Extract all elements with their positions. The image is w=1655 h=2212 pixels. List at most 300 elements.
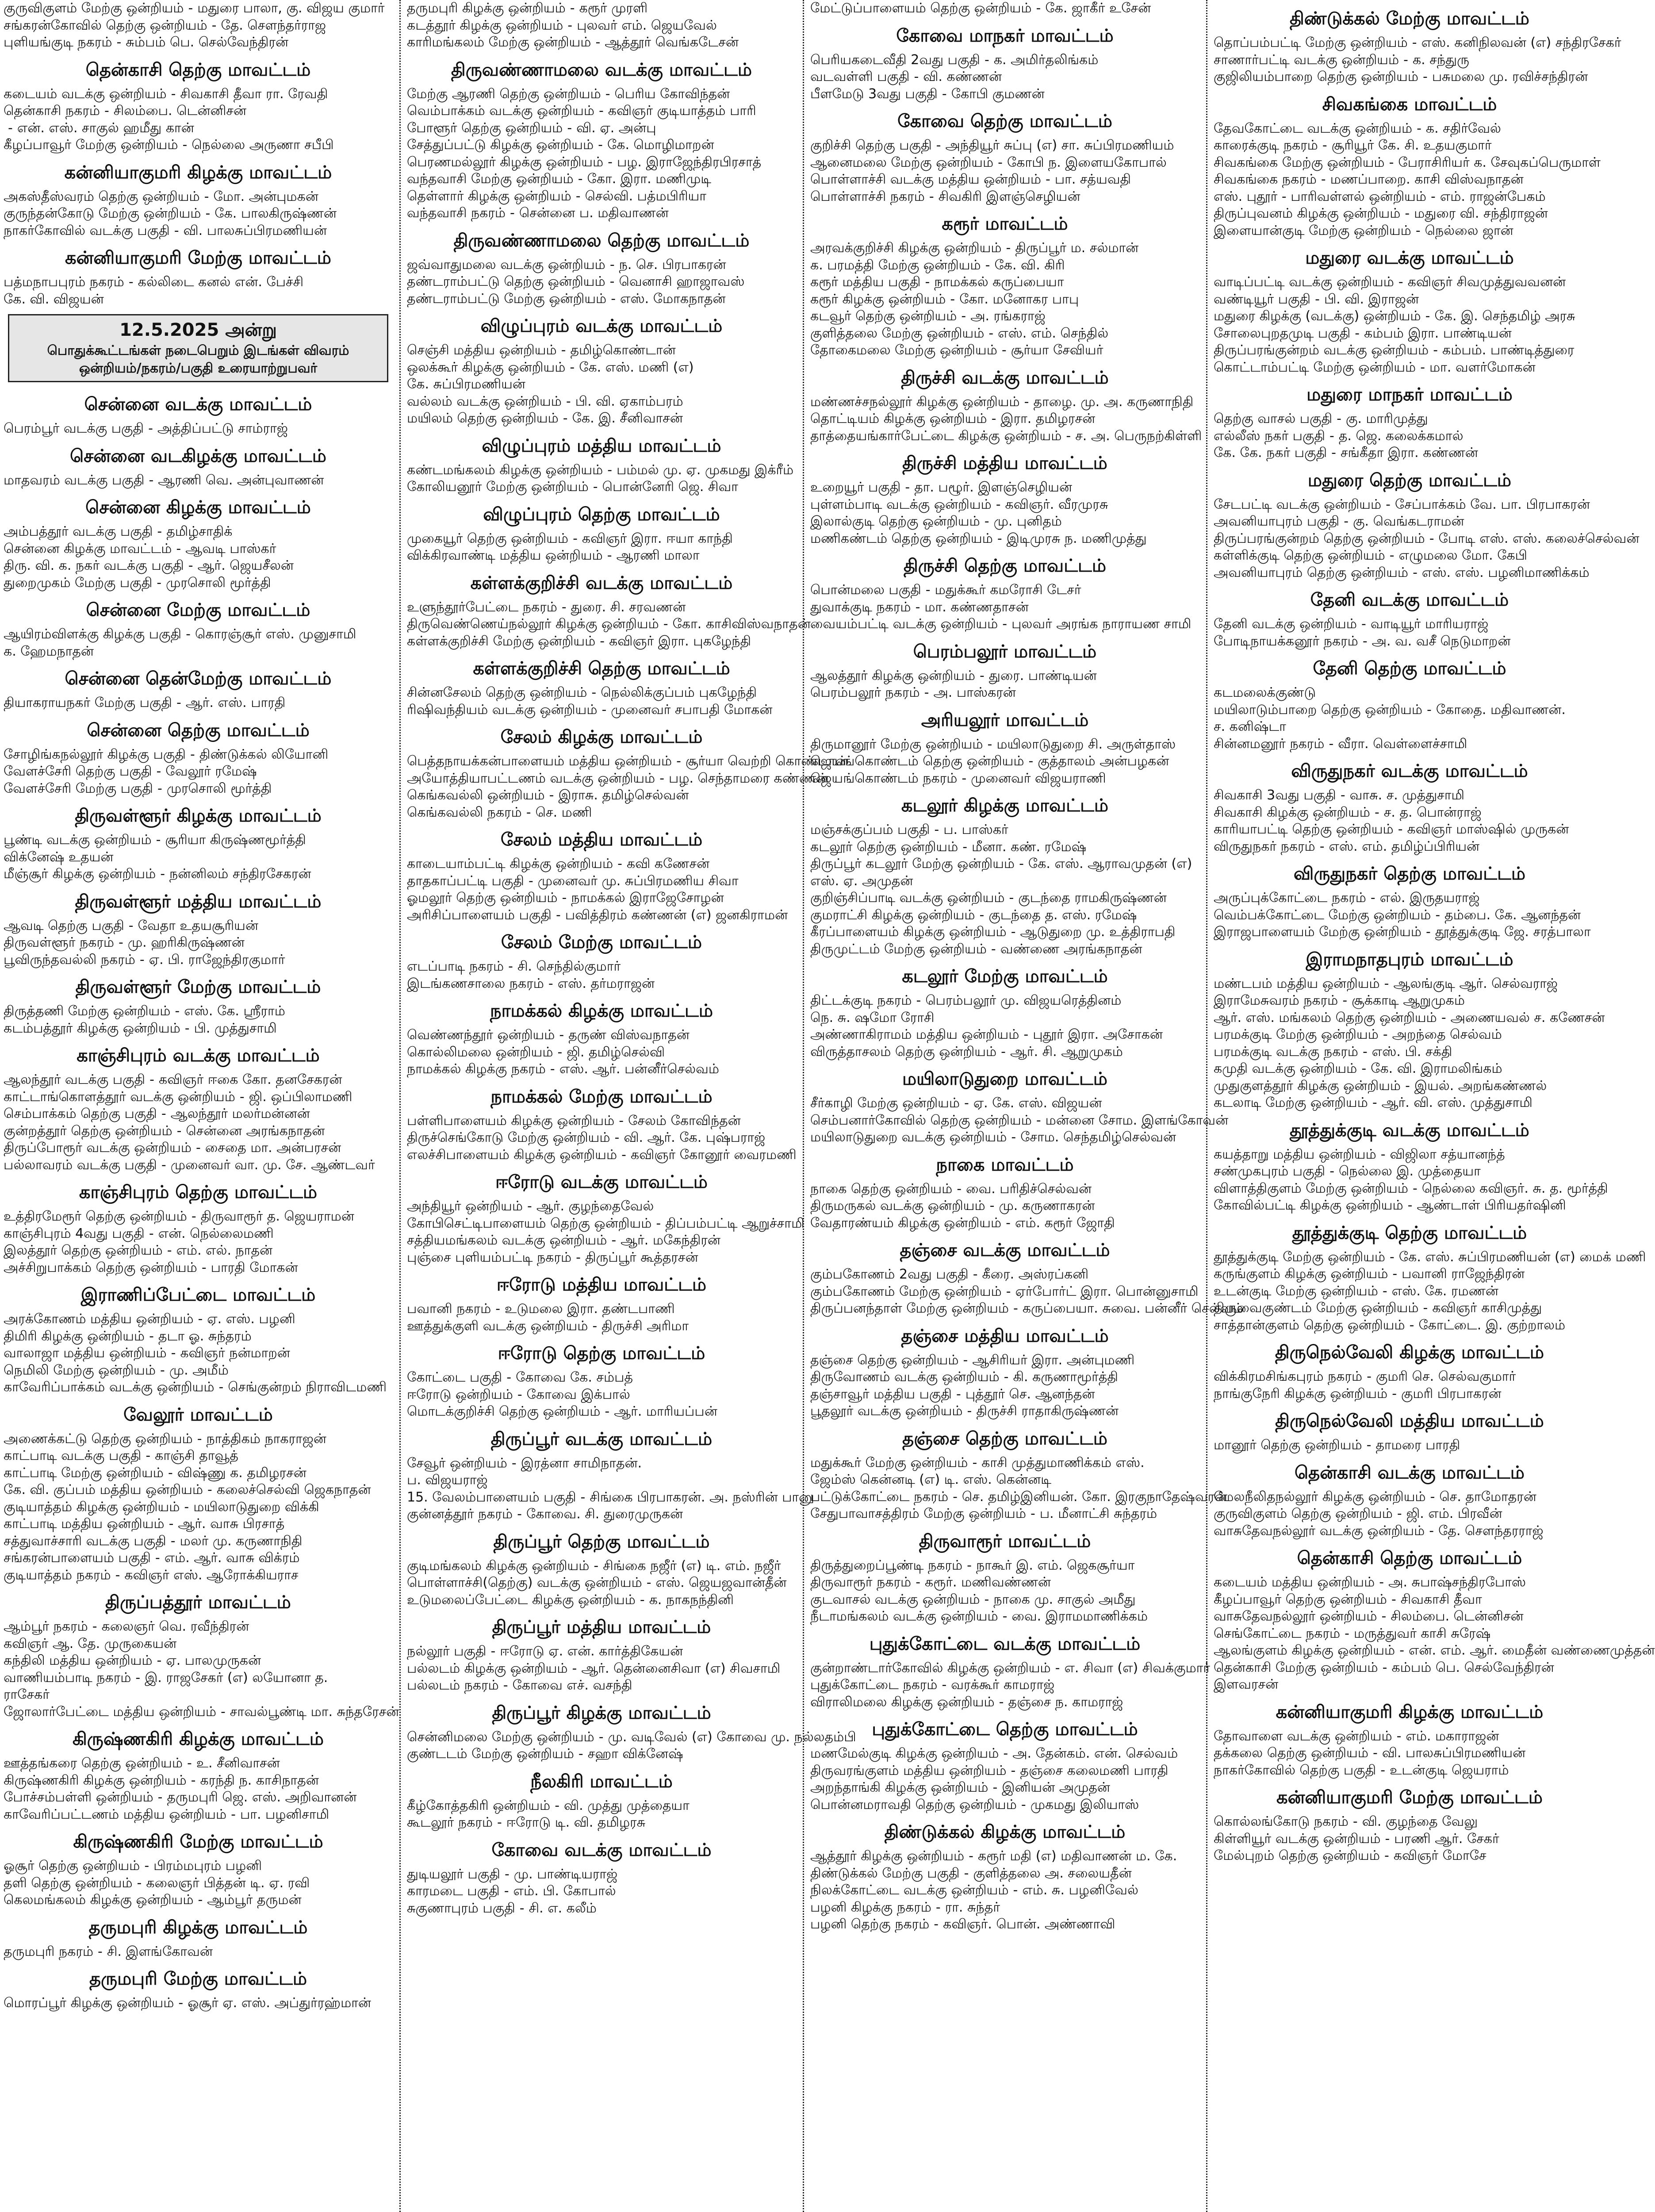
district-heading: அரியலூர் மாவட்டம் <box>921 710 1089 730</box>
list-item <box>4 557 393 575</box>
unit-name: விக்கிரமசிங்கபுரம் நகரம் <box>1214 1369 1363 1384</box>
list-item <box>810 1403 1199 1420</box>
speaker-name: சி. செந்தில்குமார் <box>517 959 621 974</box>
unit-name: ஜேம்ஸ் கென்னடி (எ) டி. எஸ். கென்னடி <box>810 1472 1051 1487</box>
separator-dash: - <box>985 52 989 68</box>
unit-name: கடமலைக்குண்டு <box>1214 685 1316 700</box>
unit-name: திருவோணம் வடக்கு ஒன்றியம் <box>810 1369 1000 1385</box>
unit-name: குன்றாண்டார்கோவில் கிழக்கு ஒன்றியம் <box>810 1660 1051 1676</box>
separator-dash: - <box>169 1516 174 1532</box>
unit-name: ஒலக்கூர் கிழக்கு ஒன்றியம் <box>407 359 566 375</box>
separator-dash: - <box>98 1943 103 1959</box>
list-item <box>407 1677 796 1694</box>
unit-name: கடம்பத்தூர் கிழக்கு ஒன்றியம் <box>4 1020 180 1036</box>
speaker-name: பெரம்பலூர் மு. விஜயரெத்தினம் <box>925 993 1122 1008</box>
unit-name: காரியாபட்டி தெற்கு ஒன்றியம் <box>1214 822 1394 837</box>
separator-dash: - <box>104 103 109 119</box>
list-item <box>810 274 1199 291</box>
column-4 <box>1214 0 1655 2212</box>
list-item <box>4 420 393 438</box>
separator-dash: - <box>1362 1044 1368 1060</box>
unit-name: குன்றத்தூர் தெற்கு ஒன்றியம் <box>4 1123 172 1139</box>
list-item <box>810 530 1199 548</box>
list-item <box>810 668 1199 685</box>
list-item <box>1214 496 1605 514</box>
separator-dash: - <box>621 1147 626 1163</box>
unit-name: சோலைபுறதமுடி பகுதி <box>1214 325 1351 341</box>
separator-dash: - <box>149 1225 154 1241</box>
list-item <box>407 1215 805 1233</box>
unit-name: இராஜபாளையம் மேற்கு ஒன்றியம் <box>1214 924 1422 940</box>
speaker-name: கரூர் மதி (எ) மதிவாணன் ம. கே. <box>977 1848 1177 1864</box>
unit-name: வாடிப்பட்டி வடக்கு ஒன்றியம் <box>1214 274 1394 290</box>
unit-name: மணிகண்டம் தெற்கு ஒன்றியம் <box>810 530 993 546</box>
unit-name: காவேரிப்பாக்கம் வடக்கு ஒன்றியம் <box>4 1379 215 1395</box>
separator-dash: - <box>1384 1848 1389 1863</box>
column-divider <box>803 0 804 2212</box>
unit-name: ஆலத்தூர் கிழக்கு ஒன்றியம் <box>810 668 976 684</box>
list-item <box>407 462 796 479</box>
speaker-name: ஆசிரியர் இரா. அன்புமணி <box>972 1352 1135 1368</box>
separator-dash: - <box>580 1489 586 1505</box>
speaker-name: எஸ். எம். செந்தில் <box>998 325 1109 341</box>
unit-name: வெம்பக்கோட்டை மேற்கு ஒன்றியம் <box>1214 907 1431 923</box>
speaker-name: செ. தமிழ்இனியன். கோ. இரகுநாதேஷ்வரன் <box>962 1489 1228 1505</box>
unit-name: ஆயிரம்விளக்கு கிழக்கு பகுதி <box>4 626 182 642</box>
list-item <box>407 1575 796 1592</box>
list-item <box>1214 1386 1605 1403</box>
district-heading: சென்னை மேற்கு மாவட்டம் <box>86 600 310 620</box>
list-item <box>1214 1523 1605 1540</box>
unit-name: ஓமலூர் தெற்கு ஒன்றியம் <box>407 890 558 906</box>
speaker-name: அணையவல் ச. கணேசன் <box>1450 1010 1605 1025</box>
list-item <box>810 1455 1199 1472</box>
speaker-name: ஏ. பி. ராஜேந்திரகுமார் <box>149 952 285 968</box>
unit-name: உடன்குடி மேற்கு ஒன்றியம் <box>1214 1283 1378 1299</box>
list-item <box>4 1652 393 1670</box>
unit-name: பெரியகடைவீதி 2வது பகுதி <box>810 52 981 68</box>
speaker-name: தே. செளந்தர்ராஜ <box>221 17 326 33</box>
list-item <box>407 1814 796 1832</box>
district-heading: தூத்துக்குடி வடக்கு மாவட்டம் <box>1290 1120 1529 1141</box>
speaker-name: கவிஞர் காசிமுத்து <box>1432 1300 1542 1316</box>
unit-name: சாத்தான்குளம் தெற்கு ஒன்றியம் <box>1214 1317 1405 1333</box>
speaker-name: கவிஞர். வீரமுரசு <box>1005 496 1108 512</box>
speaker-name: சிவகாசி தீவா ரா. ரேவதி <box>180 86 328 102</box>
district-heading: கோவை மாநகர் மாவட்டம் <box>896 25 1114 46</box>
speaker-name: தாமரை பாரதி <box>1375 1437 1460 1453</box>
separator-dash: - <box>218 1379 224 1395</box>
separator-dash: - <box>8 120 13 136</box>
list-item <box>1214 308 1605 325</box>
unit-name: குருவிகுளம் மேற்கு ஒன்றியம் <box>4 0 184 16</box>
separator-dash: - <box>1433 342 1438 358</box>
unit-name: தூத்துக்குடி மேற்கு ஒன்றியம் <box>1214 1249 1386 1265</box>
unit-name: பழனி தெற்கு நகரம் <box>810 1916 930 1932</box>
list-item <box>4 1533 393 1550</box>
speaker-name: ப. பாஸ்கர் <box>943 822 1008 837</box>
separator-dash: - <box>184 1020 190 1036</box>
speaker-name: கவிஞர் மாஸ்ஷில் முருகன் <box>1407 822 1569 837</box>
district-heading: தஞ்சை வடக்கு மாவட்டம் <box>900 1240 1110 1260</box>
unit-name: பத்மநாபபுரம் நகரம் <box>4 274 124 290</box>
district-heading: கிருஷ்ணகிரி கிழக்கு மாவட்டம் <box>72 1729 324 1749</box>
separator-dash: - <box>1066 428 1071 444</box>
list-item <box>810 873 1199 890</box>
list-item <box>407 86 796 103</box>
separator-dash: - <box>953 1489 958 1505</box>
speaker-name: இனியன் அமுதன் <box>1002 1780 1110 1795</box>
list-item <box>4 1020 393 1037</box>
separator-dash: - <box>576 1249 581 1265</box>
speaker-name: ஆர். சி. ஆறுமுகம் <box>1010 1044 1123 1060</box>
speaker-name: திருவாரூர் த. ஜெயராமன் <box>200 1209 354 1224</box>
list-item <box>1214 1249 1646 1266</box>
separator-dash: - <box>156 764 161 779</box>
speaker-name: பிரம்மபுரம் பழனி <box>153 1858 262 1874</box>
speaker-name: மதுக்கூர் கமரோசி டேசர் <box>935 582 1081 598</box>
unit-name: ப. விஜயராஜ் <box>407 1472 488 1488</box>
speaker-name: கு. மாரிமுத்து <box>1345 411 1428 426</box>
speaker-name: சங்கீதா இரா. கண்ணன் <box>1341 445 1478 461</box>
unit-name: இளையான்குடி மேற்கு ஒன்றியம் <box>1214 223 1411 238</box>
district-heading: தென்காசி தெற்கு மாவட்டம் <box>1297 1548 1522 1568</box>
list-item <box>407 1369 796 1386</box>
list-item <box>1214 1659 1605 1677</box>
list-item <box>4 763 393 780</box>
unit-name: ச. கனிஷ்டா <box>1214 719 1286 734</box>
district-heading: விழுப்புரம் தெற்கு மாவட்டம் <box>483 504 720 525</box>
district-heading: ஈரோடு மத்திய மாவட்டம் <box>496 1275 707 1295</box>
list-item <box>1214 1300 1605 1317</box>
speaker-name: எம். எல். நாதன் <box>176 1243 273 1258</box>
speaker-name: மலர் மு. கருணாநிதி <box>180 1533 303 1549</box>
unit-name: போச்சம்பள்ளி ஒன்றியம் <box>4 1790 153 1805</box>
list-item <box>810 770 1199 787</box>
unit-name: திருத்தணி மேற்கு ஒன்றியம் <box>4 1003 171 1019</box>
unit-name: அரிசிப்பாளையம் பகுதி <box>407 907 552 923</box>
separator-dash: - <box>495 1301 501 1317</box>
speaker-name: ஓசூர் ஏ. எஸ். அப்துர்ரஹ்மான் <box>188 1995 371 2011</box>
speaker-name: கோ. மனோகர பாபு <box>959 291 1079 307</box>
separator-dash: - <box>1011 1763 1016 1778</box>
district-heading: வேலூர் மாவட்டம் <box>123 1404 273 1425</box>
speaker-name: ப. மீனாட்சி சுந்தரம் <box>1039 1506 1157 1521</box>
list-item <box>4 1995 393 2012</box>
unit-name: குடிமங்கலம் கிழக்கு ஒன்றியம் <box>407 1558 590 1574</box>
unit-name: சின்னசேலம் தெற்கு ஒன்றியம் <box>407 685 587 700</box>
speaker-name: வேலூர் ரமேஷ் <box>165 764 257 779</box>
unit-name: கொல்லங்கோடு நகரம் <box>1214 1814 1349 1829</box>
list-item <box>810 257 1199 274</box>
speaker-name: ஏ. கே. எஸ். விஜயன் <box>973 1095 1102 1111</box>
list-item <box>810 394 1199 411</box>
district-heading: சேலம் மேற்கு மாவட்டம் <box>501 932 702 952</box>
list-item <box>810 856 1199 873</box>
list-item <box>407 856 796 873</box>
list-item <box>407 410 796 427</box>
speaker-name: எஸ். எஸ். பழனிமாணிக்கம் <box>1421 565 1590 580</box>
separator-dash: - <box>1413 565 1417 580</box>
list-item <box>1214 1574 1605 1591</box>
speaker-name: எஸ். ஜெயஜவான்தீன் <box>655 1575 787 1590</box>
separator-dash: - <box>197 1431 202 1447</box>
list-item <box>810 1266 1199 1283</box>
unit-name: கெங்கவல்லி ஒன்றியம் <box>407 787 545 803</box>
district-heading: மதுரை மாநகர் மாவட்டம் <box>1306 384 1513 405</box>
list-item <box>4 849 393 866</box>
speaker-name: குளித்தலை அ. சலையதீன் <box>973 1865 1132 1881</box>
unit-name: சேதுபாவாசத்திரம் மேற்கு ஒன்றியம் <box>810 1506 1026 1521</box>
list-item <box>407 479 796 496</box>
unit-name: திருச்செங்கோடு மேற்கு ஒன்றியம் <box>407 1130 610 1145</box>
speaker-name: வீரா. வெள்ளைச்சாமி <box>1338 736 1467 752</box>
unit-name: அவனியாபுரம் பகுதி <box>1214 514 1340 529</box>
column-1 <box>4 0 399 2212</box>
unit-name: மொடக்குறிச்சி தெற்கு ஒன்றியம் <box>407 1404 601 1419</box>
separator-dash: - <box>1392 1386 1397 1402</box>
speaker-name: இரா. தமிழரசன் <box>1000 411 1096 426</box>
separator-dash: - <box>611 1233 617 1248</box>
speaker-name: உடன்குடி ஜெயராம் <box>1390 1762 1509 1778</box>
separator-dash: - <box>1417 120 1421 136</box>
separator-dash: - <box>961 308 966 324</box>
speaker-name: எம். பி. கோபால் <box>513 1883 616 1899</box>
district-heading: இராமநாதபுரம் மாவட்டம் <box>1306 949 1513 970</box>
list-item <box>407 1232 796 1249</box>
list-item <box>810 1471 1199 1489</box>
speaker-name: செங்குன்றம் நிராவிடமணி <box>228 1379 387 1395</box>
separator-dash: - <box>144 1858 149 1874</box>
unit-name: திருப்பரங்குன்றம் தெற்கு ஒன்றியம் <box>1214 530 1425 546</box>
list-item <box>810 1916 1199 1933</box>
speaker-name: கோபி குமணன் <box>951 86 1045 102</box>
separator-dash: - <box>567 120 572 136</box>
separator-dash: - <box>1024 394 1029 410</box>
unit-name: அகஸ்தீஸ்வரம் தெற்கு ஒன்றியம் <box>4 188 200 204</box>
list-item <box>407 137 796 154</box>
unit-name: வாசுதேவநல்லூர் வடக்கு ஒன்றியம் <box>1214 1523 1425 1539</box>
unit-name: பவானி நகரம் <box>407 1301 491 1317</box>
list-item <box>4 1208 393 1225</box>
district-heading: திருவள்ளூர் மத்திய மாவட்டம் <box>75 891 322 912</box>
list-item <box>810 513 1199 530</box>
list-item <box>1214 120 1605 138</box>
list-item <box>1214 992 1605 1010</box>
list-item <box>407 1489 814 1506</box>
district-heading: திருவள்ளூர் மேற்கு மாவட்டம் <box>75 977 321 997</box>
speaker-name: பவித்திரம் கண்ணன் (எ) ஜனகிராமன் <box>565 907 788 923</box>
list-item <box>407 359 796 376</box>
list-item <box>4 746 393 764</box>
list-item <box>407 1558 796 1575</box>
list-item <box>810 839 1199 856</box>
district-heading: தஞ்சை தெற்கு மாவட்டம் <box>902 1428 1107 1449</box>
speaker-name: எல். இருதயராஜ் <box>1379 890 1480 906</box>
unit-name: திருவள்ளூர் நகரம் <box>4 935 115 950</box>
unit-name: மண்டபம் மத்திய ஒன்றியம் <box>1214 975 1380 991</box>
speaker-name: குமரி பிரபாகரன் <box>1401 1386 1502 1402</box>
list-item <box>4 1071 393 1089</box>
speaker-name: ச. அ. பெருநற்கிள்ளி <box>1075 428 1202 444</box>
separator-dash: - <box>128 918 134 933</box>
district-heading: விருதுநகர் வடக்கு மாவட்டம் <box>1291 761 1528 781</box>
district-heading: தருமபுரி மேற்கு மாவட்டம் <box>89 1969 307 1989</box>
unit-name: குளித்தலை மேற்கு ஒன்றியம் <box>810 325 985 341</box>
speaker-name: வெனாசி ஹாஜாவஸ் <box>619 274 745 289</box>
separator-dash: - <box>1409 1317 1414 1333</box>
list-item <box>810 1882 1199 1899</box>
separator-dash: - <box>566 393 571 409</box>
list-item <box>1214 838 1605 856</box>
unit-name: நாகர்கோவில் வடக்கு பகுதி <box>4 223 170 238</box>
list-item <box>4 1448 393 1465</box>
unit-name: அரவக்குறிச்சி கிழக்கு ஒன்றியம் <box>810 240 1002 256</box>
unit-name: தொப்பம்பட்டி மேற்கு ஒன்றியம் <box>1214 35 1408 50</box>
speaker-name: கு. வெங்கடராமன் <box>1353 514 1464 529</box>
separator-dash: - <box>617 856 622 872</box>
unit-name: கும்பகோணம் 2வது பகுதி <box>810 1267 969 1282</box>
unit-name: திருவெண்ணெய்நல்லூர் கிழக்கு ஒன்றியம் <box>407 616 659 632</box>
unit-name: பூண்டி வடக்கு ஒன்றியம் <box>4 832 152 848</box>
list-item <box>810 1505 1199 1523</box>
unit-name: குருவிகுளம் தெற்கு ஒன்றியம் <box>1214 1506 1393 1521</box>
separator-dash: - <box>1374 804 1379 820</box>
separator-dash: - <box>1002 1609 1008 1624</box>
unit-name: திரு. வி. க. நகர் வடக்கு பகுதி <box>4 558 184 573</box>
unit-name: திருப்பனந்தாள் மேற்கு ஒன்றியம் <box>810 1301 1009 1316</box>
separator-dash: - <box>607 462 613 478</box>
unit-name: உளுந்தூர்பேட்டை நகரம் <box>407 599 557 615</box>
list-item <box>4 695 393 712</box>
unit-name: துறைமுகம் மேற்கு பகுதி <box>4 575 153 591</box>
list-item <box>1214 1094 1605 1112</box>
list-item <box>4 1260 393 1277</box>
unit-name: சிவகாசி 3வது பகுதி <box>1214 787 1336 803</box>
unit-name: கும்பகோணம் மேற்கு ஒன்றியம் <box>810 1283 1002 1299</box>
separator-dash: - <box>1342 993 1348 1008</box>
separator-dash: - <box>157 575 162 591</box>
separator-dash: - <box>167 1243 172 1258</box>
separator-dash: - <box>598 103 604 119</box>
speaker-name: சேலம் கோவிந்தன் <box>628 1113 741 1129</box>
unit-name: மஞ்சக்குப்பம் பகுதி <box>810 822 930 837</box>
speaker-name: மதுரை பாலா, கு. விஜய குமார் <box>197 0 385 16</box>
unit-name: வெம்பாக்கம் வடக்கு ஒன்றியம் <box>407 103 594 119</box>
speaker-name: சி. எ. கலீம் <box>529 1900 597 1916</box>
unit-name: சிவகாசி கிழக்கு ஒன்றியம் <box>1214 804 1370 820</box>
unit-name: கள்ளக்குறிச்சி மேற்கு ஒன்றியம் <box>407 633 596 649</box>
speaker-name: ஆர். தென்னைசிவா (எ) சிவசாமி <box>581 1660 781 1676</box>
speaker-name: குடந்தை ராமகிருஷ்ணன் <box>1018 890 1167 906</box>
speaker-name: மு. கருணாகரன் <box>999 1198 1095 1214</box>
separator-dash: - <box>1362 633 1368 649</box>
list-item <box>1214 736 1605 753</box>
separator-dash: - <box>985 257 990 273</box>
separator-dash: - <box>1031 1506 1035 1521</box>
list-item <box>407 770 829 787</box>
speaker-name: மன்னை சோம. இளங்கோவன் <box>1045 1112 1229 1128</box>
list-item <box>407 1318 796 1335</box>
unit-name: போளூர் தெற்கு ஒன்றியம் <box>407 120 563 136</box>
unit-name: கருங்குளம் கிழக்கு ஒன்றியம் <box>1214 1266 1388 1282</box>
speaker-name: எம். ராஜன்பேகம் <box>1440 188 1546 204</box>
speaker-name: எ. சிவா (எ) சிவக்குமார் <box>1064 1660 1211 1676</box>
speaker-name: முனைவர் விஜயராணி <box>971 770 1106 786</box>
list-item <box>1214 616 1605 633</box>
district-heading: கோவை வடக்கு மாவட்டம் <box>491 1839 712 1860</box>
separator-dash: - <box>1023 1027 1029 1042</box>
unit-name: திருவரங்குளம் மத்திய ஒன்றியம் <box>810 1763 1007 1778</box>
list-item <box>810 52 1199 69</box>
unit-name: காரைக்குடி நகரம் <box>1214 138 1318 153</box>
speaker-name: வாடியூர் மாரியராஜ் <box>1370 616 1489 632</box>
list-item <box>1214 1489 1605 1506</box>
district-heading: திருச்சி மத்திய மாவட்டம் <box>902 453 1107 473</box>
speaker-name: இரத்னா சாமிநாதன். <box>521 1455 642 1471</box>
unit-name: திருப்பரங்குன்றம் வடக்கு ஒன்றியம் <box>1214 342 1429 358</box>
separator-dash: - <box>511 1455 517 1471</box>
list-item <box>407 599 796 616</box>
separator-dash: - <box>969 1848 973 1864</box>
list-item <box>810 411 1199 428</box>
list-item <box>810 736 1199 753</box>
speaker-name: கவிஞர் இரா. புகழேந்தி <box>609 633 751 649</box>
speaker-name: கவிஞர். பொன். அண்ணாவி <box>943 1916 1115 1932</box>
speaker-name: நாத்திகம் நாகராஜன் <box>206 1431 326 1447</box>
list-item <box>407 1198 796 1215</box>
speaker-name: கரூர். மணிவண்ணன் <box>925 1575 1051 1590</box>
list-item <box>407 1592 796 1609</box>
unit-name: முதுகுளத்தூர் கிழக்கு ஒன்றியம் <box>1214 1078 1401 1094</box>
list-item <box>810 1608 1199 1625</box>
list-item <box>407 171 796 188</box>
list-item <box>407 1506 796 1523</box>
separator-dash: - <box>980 668 985 684</box>
speaker-name: திருச்சி அரிமா <box>601 1318 689 1334</box>
speaker-name: அ. பாஸ்கரன் <box>933 685 1016 700</box>
separator-dash: - <box>1013 1301 1018 1316</box>
speaker-name: க. அமிர்தலிங்கம் <box>993 52 1099 68</box>
list-item <box>407 890 796 907</box>
speaker-name: கோ. இரா. மணிமுடி <box>587 171 712 187</box>
separator-dash: - <box>148 421 153 436</box>
unit-name: தொட்டியம் கிழக்கு ஒன்றியம் <box>810 411 987 426</box>
list-item <box>810 1848 1199 1865</box>
speaker-name: பி. வி. ஏகாம்பரம் <box>575 393 683 409</box>
separator-dash: - <box>1382 1659 1387 1675</box>
list-item <box>1214 530 1640 548</box>
separator-dash: - <box>1001 342 1007 358</box>
separator-dash: - <box>1407 1198 1413 1213</box>
list-item <box>4 188 393 206</box>
speaker-name: எஸ். பி. சக்தி <box>1372 1044 1452 1060</box>
unit-name: மண்ணச்சநல்லூர் கிழக்கு ஒன்றியம் <box>810 394 1020 410</box>
unit-name: காட்பாடி வடக்கு பகுதி <box>4 1448 142 1463</box>
speaker-name: சிவகிரி இளஞ்செழியன் <box>938 188 1080 204</box>
list-item <box>4 575 393 592</box>
speaker-name: எஸ். மோகநாதன் <box>620 291 726 307</box>
list-item <box>810 342 1199 359</box>
list-item <box>407 547 796 565</box>
separator-dash: - <box>950 291 955 307</box>
list-item <box>810 240 1199 257</box>
speaker-name: ஆம்பூர் தருமன் <box>207 1892 302 1908</box>
separator-dash: - <box>591 685 597 700</box>
speaker-name: எஸ். கனிநிலவன் (எ) சந்திரசேகர் <box>1421 35 1621 50</box>
speaker-name: கவிஞர் ஈகை கோ. தனசேகரன் <box>158 1072 342 1087</box>
separator-dash: - <box>190 746 195 762</box>
